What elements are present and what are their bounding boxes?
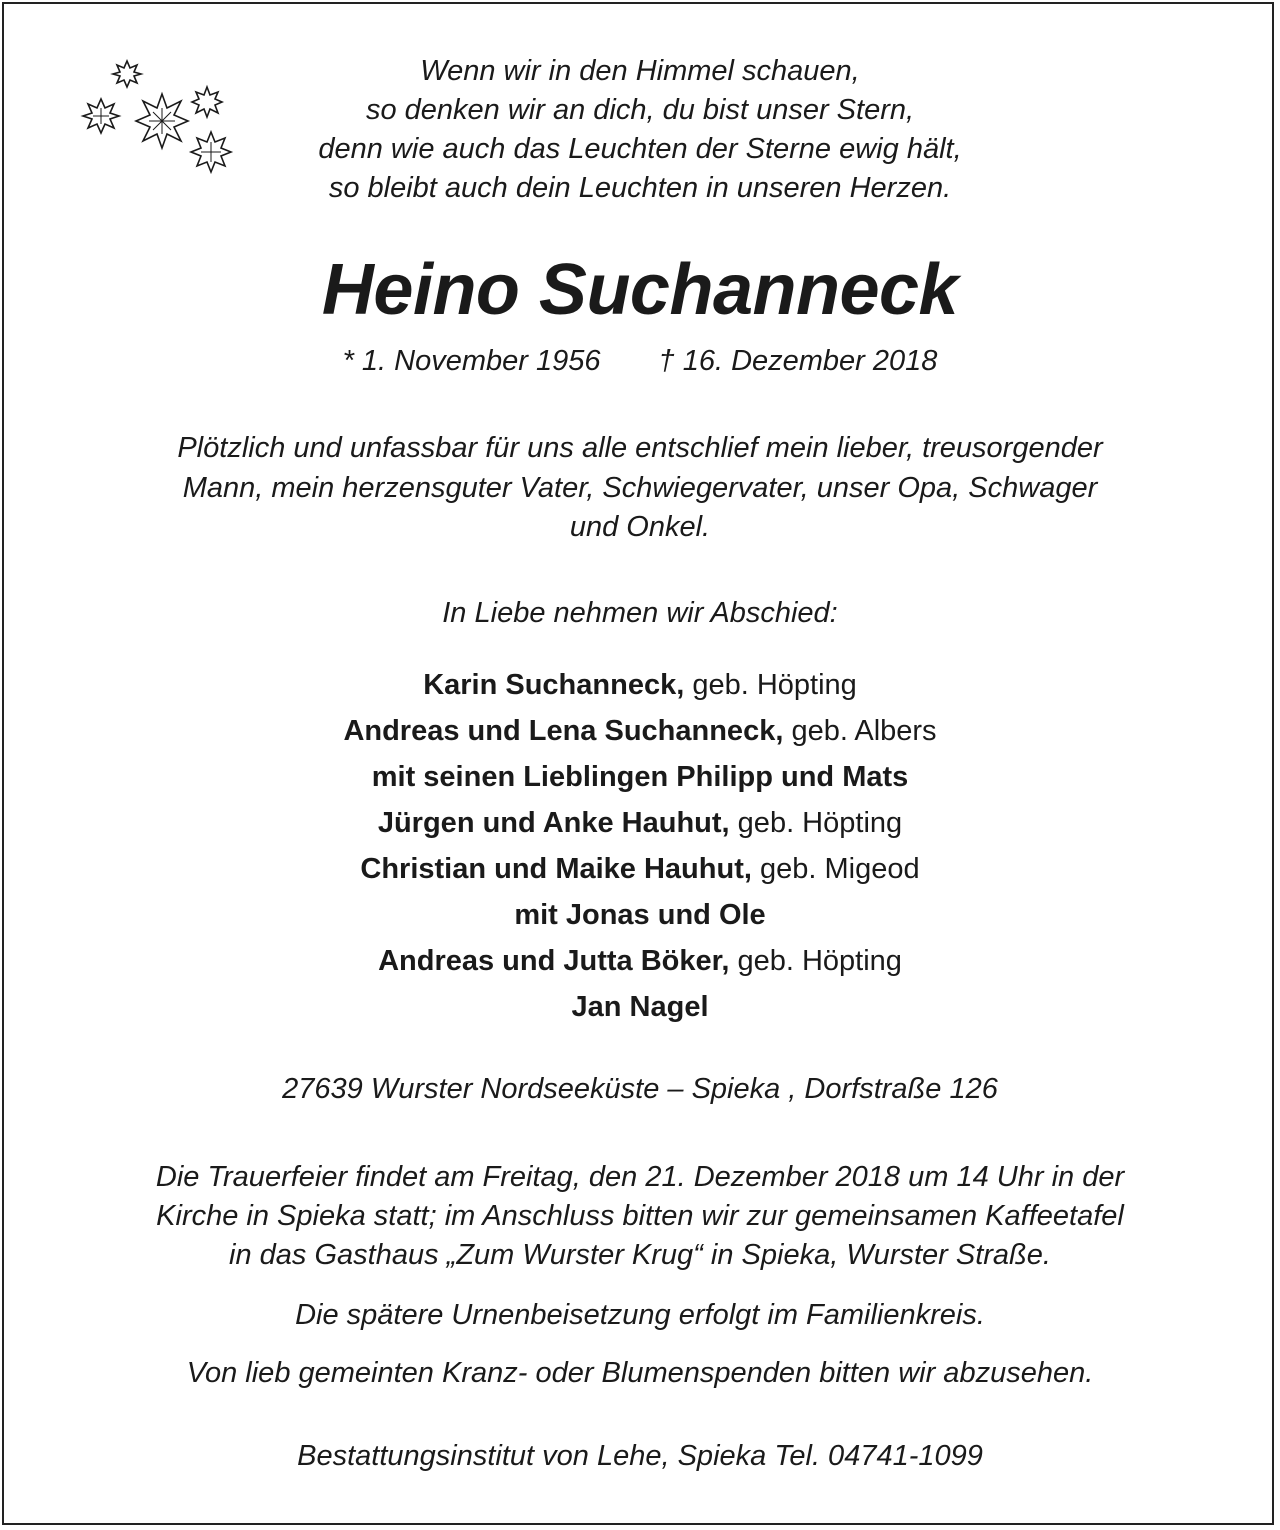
- mourner-name: Jürgen und Anke Hauhut,: [377, 807, 730, 839]
- mourner-entry: [0, 938, 1280, 984]
- mourner-maiden: geb. Albers: [783, 715, 937, 747]
- mourner-name: mit Jonas und Ole: [514, 899, 766, 931]
- ceremony-line: in das Gasthaus „Zum Wurster Krug“ in Spieka, Wurster Straße.: [229, 1239, 1051, 1271]
- mourner-name: Andreas und Jutta Böker,: [378, 945, 730, 977]
- mourner-entry: [0, 662, 1280, 708]
- mourner-entry: [0, 846, 1280, 892]
- mourner-entry: [0, 708, 1280, 754]
- urn-notice: Die spätere Urnenbeisetzung erfolgt im Familienkreis.: [295, 1299, 985, 1331]
- mourner-entry: [0, 800, 1280, 846]
- poem-line: so denken wir an dich, du bist unser Stern,: [365, 94, 915, 126]
- mourner-maiden: geb. Migeod: [751, 853, 920, 885]
- poem-line: so bleibt auch dein Leuchten in unseren Herzen.: [328, 172, 952, 204]
- farewell-line: In Liebe nehmen wir Abschied:: [442, 597, 838, 629]
- deceased-name: Heino Suchanneck: [321, 250, 959, 330]
- mourner-entry: [0, 984, 1280, 1030]
- poem-line: denn wie auch das Leuchten der Sterne ewig hält,: [318, 133, 962, 165]
- mourner-name: Karin Suchanneck,: [423, 669, 685, 701]
- mourner-name: Christian und Maike Hauhut,: [360, 853, 752, 885]
- flowers-notice: Von lieb gemeinten Kranz- oder Blumenspenden bitten wir abzusehen.: [186, 1357, 1094, 1389]
- ceremony-line: Die Trauerfeier findet am Freitag, den 21. Dezember 2018 um 14 Uhr in der: [155, 1161, 1125, 1193]
- mourner-maiden: geb. Höpting: [729, 945, 902, 977]
- intro-line: Mann, mein herzensguter Vater, Schwiegervater, unser Opa, Schwager: [182, 472, 1098, 504]
- mourner-name: Andreas und Lena Suchanneck,: [343, 715, 784, 747]
- intro-line: und Onkel.: [569, 511, 711, 543]
- ceremony-line: Kirche in Spieka statt; im Anschluss bitten wir zur gemeinsamen Kaffeetafel: [156, 1200, 1124, 1232]
- life-dates: [0, 345, 1280, 378]
- mourner-maiden: geb. Höpting: [729, 807, 903, 839]
- address: 27639 Wurster Nordseeküste – Spieka , Dorfstraße 126: [282, 1073, 998, 1105]
- birth-date: * 1. November 1956: [342, 345, 601, 377]
- poem-line: Wenn wir in den Himmel schauen,: [420, 55, 860, 87]
- mourner-entry: [0, 892, 1280, 938]
- intro-line: Plötzlich und unfassbar für uns alle entschlief mein lieber, treusorgender: [177, 432, 1103, 464]
- mourner-maiden: geb. Höpting: [684, 669, 857, 701]
- mourner-name: mit seinen Lieblingen Philipp und Mats: [371, 761, 909, 793]
- mourner-name: Jan Nagel: [571, 991, 709, 1023]
- undertaker-contact: Bestattungsinstitut von Lehe, Spieka Tel. 04741-1099: [297, 1440, 983, 1472]
- death-date: † 16. Dezember 2018: [658, 345, 938, 377]
- mourner-entry: [0, 754, 1280, 800]
